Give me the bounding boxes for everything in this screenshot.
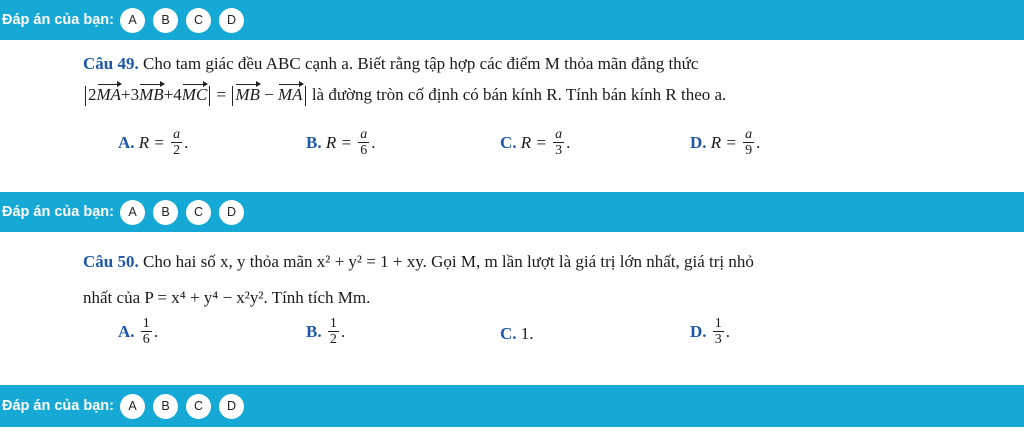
option-b-button[interactable]: B — [153, 8, 178, 33]
answer-bar-2 — [0, 192, 1024, 232]
q49-text-1: Cho tam giác đều ABC cạnh a. Biết rằng tập hợp các điểm M thỏa mãn đẳng thức — [138, 54, 699, 73]
q50-answer-a: A. $\frac{1}{6}$ . — [118, 316, 159, 347]
q49-answer-c: C. R = $\frac{a}{3}$ . — [500, 127, 571, 158]
answer-bar-3 — [0, 385, 1024, 427]
answer-bar-label: Đáp án của bạn: — [2, 204, 114, 220]
q50-line-1 — [83, 251, 754, 273]
q50-text-1: Cho hai số x, y thỏa mãn x² + y² = 1 + xy. Gọi M, m lần lượt là giá trị lớn nhất, giá trị nhỏ — [138, 252, 754, 271]
option-b-button[interactable]: B — [153, 200, 178, 225]
question-49 — [0, 40, 1024, 190]
option-d-button[interactable]: D — [219, 394, 244, 419]
q49-line-2: 2MA+3MB+4MC = MB − MA là đường tròn cố định có bán kính R. Tính bán kính R theo a. — [83, 84, 726, 106]
q50-answer-c: C. 1. — [500, 324, 534, 343]
q50-number: Câu 50. — [83, 252, 139, 271]
q49-answer-a: A. R = $\frac{a}{2}$ . — [118, 127, 189, 158]
option-c-button[interactable]: C — [186, 8, 211, 33]
q50-line-2 — [83, 287, 370, 309]
q50-answer-d: D. $\frac{1}{3}$ . — [690, 316, 731, 347]
question-50 — [0, 232, 1024, 382]
option-a-button[interactable]: A — [120, 8, 145, 33]
option-a-button[interactable]: A — [120, 394, 145, 419]
q50-answer-b: B. $\frac{1}{2}$ . — [306, 316, 346, 347]
q49-text-2: là đường tròn cố định có bán kính R. Tính bán kính R theo a. — [307, 85, 727, 104]
answer-bar-1 — [0, 0, 1024, 40]
q49-line-1 — [83, 53, 698, 75]
q49-answer-d: D. R = $\frac{a}{9}$ . — [690, 127, 761, 158]
answer-bar-label: Đáp án của bạn: — [2, 398, 114, 414]
option-c-button[interactable]: C — [186, 200, 211, 225]
option-d-button[interactable]: D — [219, 8, 244, 33]
option-c-button[interactable]: C — [186, 394, 211, 419]
q49-number: Câu 49. — [83, 54, 139, 73]
option-b-button[interactable]: B — [153, 394, 178, 419]
option-a-button[interactable]: A — [120, 200, 145, 225]
answer-bar-label: Đáp án của bạn: — [2, 12, 114, 28]
option-d-button[interactable]: D — [219, 200, 244, 225]
q50-text-2: nhất của P = x⁴ + y⁴ − x²y². Tính tích Mm. — [83, 288, 371, 307]
q49-answer-b: B. R = $\frac{a}{6}$ . — [306, 127, 376, 158]
